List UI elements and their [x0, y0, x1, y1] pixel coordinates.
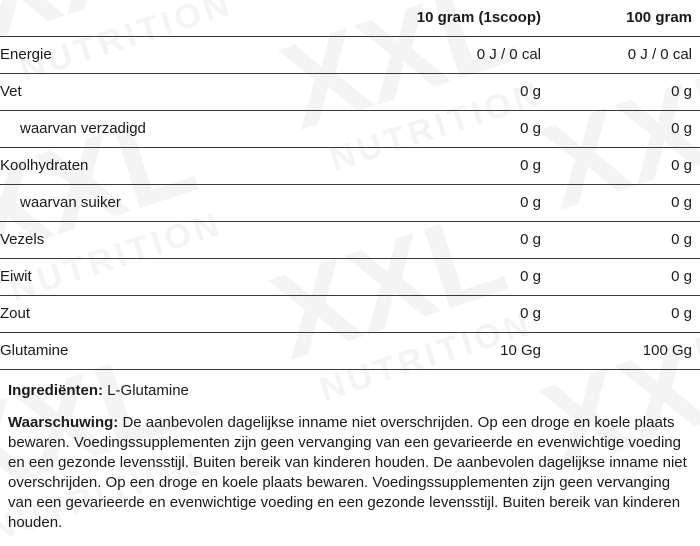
warning-label: Waarschuwing:	[8, 413, 119, 431]
value-per-100g: 0 J / 0 cal	[627, 46, 692, 63]
header-per-serving: 10 gram (1scoop)	[416, 9, 541, 27]
warning-text	[0, 413, 700, 533]
table-row	[0, 147, 700, 184]
table-row	[0, 332, 700, 369]
value-per-100g: 0 g	[671, 268, 692, 285]
value-per-100g: 0 g	[671, 157, 692, 174]
warning-value: De aanbevolen dagelijkse inname niet overschrijden. Op een droge en koele plaats bewaren. Voedingssupplementen zijn geen vervanging van een gevarieerde en evenwichtige voeding en een gezonde levensstijl. Buiten bereik van kinderen houden. De aanbevolen dagelijkse inname niet overschrijden. Op een droge en koele plaats bewaren. Voedingssupplementen zijn geen vervanging van een gevarieerde en evenwichtige voeding en een gezonde levensstijl. Buiten bereik van kinderen houden.	[8, 413, 687, 531]
value-per-100g: 100 Gg	[642, 342, 692, 359]
nutrient-label: Koolhydraten	[0, 157, 89, 174]
table-row	[0, 36, 700, 73]
nutrient-label: Glutamine	[0, 342, 69, 359]
value-per-serving: 0 g	[520, 231, 541, 248]
table-row	[0, 258, 700, 295]
value-per-100g: 0 g	[671, 194, 692, 211]
nutrient-label: Energie	[0, 46, 52, 63]
ingredients-text	[0, 381, 700, 401]
value-per-100g: 0 g	[671, 83, 692, 100]
table-row	[0, 73, 700, 110]
value-per-serving: 0 g	[520, 268, 541, 285]
ingredients-label: Ingrediënten:	[8, 381, 104, 399]
value-per-serving: 0 g	[520, 305, 541, 322]
table-row	[0, 110, 700, 147]
value-per-serving: 0 J / 0 cal	[476, 46, 541, 63]
value-per-serving: 0 g	[520, 194, 541, 211]
value-per-serving: 0 g	[520, 83, 541, 100]
nutrient-label: waarvan suiker	[20, 194, 121, 211]
value-per-100g: 0 g	[671, 120, 692, 137]
nutrient-label: Zout	[0, 305, 31, 322]
ingredients-value: L-Glutamine	[103, 381, 189, 399]
header-per-100g: 100 gram	[626, 9, 692, 27]
table-row	[0, 295, 700, 332]
value-per-serving: 10 Gg	[500, 342, 541, 359]
nutrient-label: Vezels	[0, 231, 45, 248]
nutrient-label: Vet	[0, 83, 22, 100]
table-row	[0, 184, 700, 221]
table-header-row	[0, 0, 700, 36]
nutrient-label: Eiwit	[0, 268, 32, 285]
nutrient-label: waarvan verzadigd	[20, 120, 146, 137]
value-per-serving: 0 g	[520, 120, 541, 137]
header-label	[0, 0, 360, 36]
value-per-100g: 0 g	[671, 231, 692, 248]
table-row	[0, 221, 700, 258]
value-per-100g: 0 g	[671, 305, 692, 322]
value-per-serving: 0 g	[520, 157, 541, 174]
